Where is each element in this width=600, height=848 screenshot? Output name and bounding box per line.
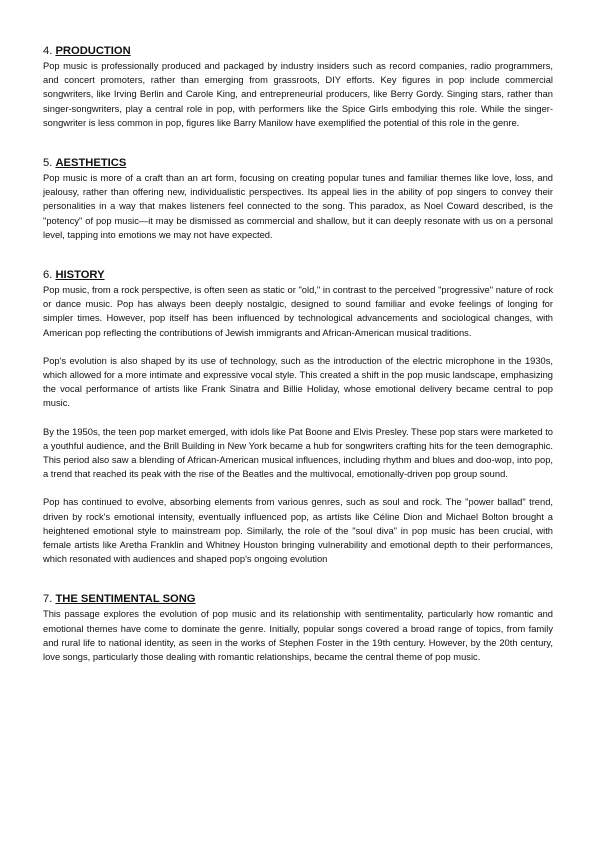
section-title: PRODUCTION <box>55 45 131 57</box>
paragraph: Pop music is professionally produced and packaged by industry insiders such as record companies, radio programmers, and concert promoters, rather than emerging from grassroots, DIY efforts. Key figures in pop include commercial songwriters, like Irving Berlin and Carole King, and entrepreneurial producers, like Berry Gordy. Singing stars, rather than singer-songwriters, play a central role in pop, with performers like the Spice Girls embodying this role. While the singer-songwriter is less common in pop, figures like Barry Manilow have exemplified the potential of this role in the genre. <box>43 61 553 128</box>
section-number: 5. <box>43 157 53 170</box>
section-history <box>43 269 553 566</box>
section-production <box>43 45 553 130</box>
section-spacer <box>43 566 553 593</box>
section-title: HISTORY <box>55 269 105 282</box>
paragraph: Pop music is more of a craft than an art form, focusing on creating popular tunes and familiar themes like love, loss, and jealousy, rather than offering new, individualistic perspectives. Its appeal lies in the ability of pop singers to convey their personalities in a way that makes listeners feel connected to the song. This paradox, as Noel Coward described, is the "potency" of pop music—it may be dismissed as commercial and shallow, but it can deeply resonate with us on a personal level, tapping into emotions we may not have expected. <box>43 173 553 240</box>
section-heading <box>43 157 553 170</box>
section-heading <box>43 269 553 282</box>
section-sentimental-song <box>43 593 553 664</box>
paragraph: Pop has continued to evolve, absorbing elements from various genres, such as soul and rock. The "power ballad" trend, driven by rock's emotional intensity, eventually influenced pop, as artists like Céline Dion and Michael Bolton brought a heightened emotional style to mainstream pop. Similarly, the role of the "soul diva" in pop music has been crucial, with female artists like Aretha Franklin and Whitney Houston bringing vulnerability and emotional depth to their performances, which resonated with audiences and shaped pop's ongoing evolution <box>43 497 553 565</box>
paragraph: Pop's evolution is also shaped by its use of technology, such as the introduction of the electric microphone in the 1930s, which allowed for a more intimate and expressive vocal style. This created a shift in the pop music landscape, emphasizing the vocal performance of artists like Frank Sinatra and Billie Holiday, whose emotional delivery became central to pop music. <box>43 355 553 409</box>
section-title: THE SENTIMENTAL SONG <box>55 593 196 606</box>
section-number: 6. <box>43 269 53 282</box>
section-heading <box>43 45 553 58</box>
section-spacer <box>43 130 553 157</box>
section-number: 4. <box>43 45 53 57</box>
section-aesthetics <box>43 157 553 242</box>
paragraph: This passage explores the evolution of pop music and its relationship with sentimentality, particularly how romantic and emotional themes have come to dominate the genre. Initially, popular songs covered a broad range of topics, from family and rural life to national identity, as seen in the works of Stephen Foster in the 19th century. However, by the 20th century, love songs, particularly those dealing with romantic relationships, became the central theme of pop music. <box>43 609 553 663</box>
section-title: AESTHETICS <box>55 157 127 170</box>
section-number: 7. <box>43 593 53 606</box>
document-page <box>43 45 553 664</box>
paragraph: By the 1950s, the teen pop market emerged, with idols like Pat Boone and Elvis Presley. These pop stars were marketed to a youthful audience, and the Brill Building in New York became a hub for songwriters crafting hits for the teen demographic. This period also saw a blending of African-American musical influences, including rhythm and blues and doo-wop, into pop, a trend that reached its peak with the rise of the Beatles and the multivocal, emotionally-driven pop group sound. <box>43 426 553 480</box>
paragraph: Pop music, from a rock perspective, is often seen as static or "old," in contrast to the perceived "progressive" nature of rock or dance music. Pop has always been deeply nostalgic, designed to sound familiar and evoke feelings of longing for simpler times. However, pop itself has been influenced by technological advancements and sociological changes, with American pop reflecting the contributions of Jewish immigrants and African-American musical traditions. <box>43 285 553 338</box>
section-spacer <box>43 242 553 269</box>
section-heading <box>43 593 553 606</box>
